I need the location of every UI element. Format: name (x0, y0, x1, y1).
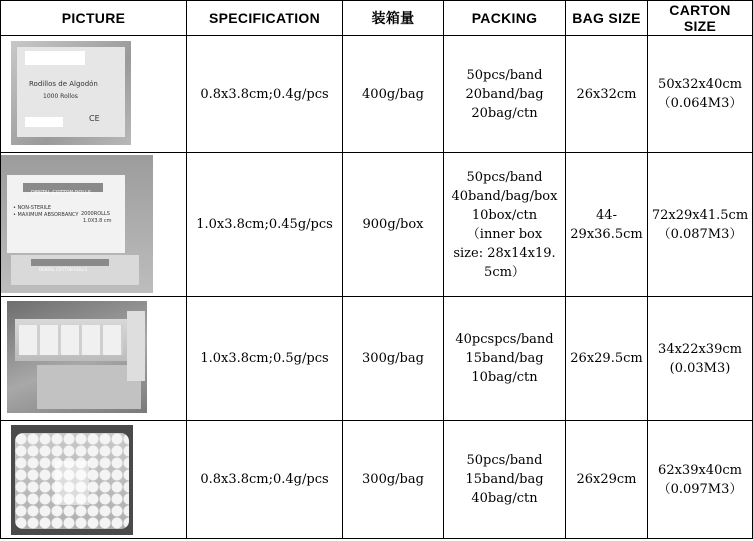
specification-cell: 0.8x3.8cm;0.4g/pcs (187, 421, 343, 539)
bag-size-cell (566, 153, 648, 297)
carton-flap-edge (127, 311, 145, 381)
carton-dimensions: 50x32x40cm (658, 77, 742, 92)
carton-volume: （0.097M3） (657, 481, 743, 497)
product-photo-open-carton (7, 301, 147, 413)
product-photo-cotton-rolls-bag (11, 425, 133, 535)
carton-size-cell (648, 297, 753, 421)
quantity-cell: 900g/box (343, 153, 444, 297)
bag-label-line1: Rodillos de Algodón (29, 80, 98, 88)
ce-mark-icon: CE (89, 114, 100, 123)
header-carton-size (648, 1, 753, 36)
bag-highlight (55, 461, 89, 505)
quantity-cell: 400g/bag (343, 36, 444, 153)
bag-size-line: 29x36.5cm (570, 226, 643, 242)
cotton-bags (19, 325, 123, 355)
product-photo-dental-box (1, 155, 153, 293)
carton-size-cell (648, 421, 753, 539)
packing-line: 40pcspcs/band (455, 332, 554, 347)
packing-line: 40band/bag/box (451, 188, 558, 204)
box-title-text: DENTAL COTTON ROLLS (31, 190, 92, 196)
bag-size-line: 44- (596, 207, 617, 223)
box-side-text: DENTAL COTTON ROLLS (39, 267, 88, 272)
packing-line: 50pcs/band (466, 169, 543, 185)
packing-line: 40bag/ctn (471, 491, 538, 506)
box-count: 2000ROLLS (81, 211, 110, 217)
table-row (1, 153, 753, 297)
picture-cell (1, 297, 187, 421)
packing-line: 20band/bag (465, 86, 544, 102)
packing-line: 15band/bag (465, 351, 544, 366)
box-feature-2: • MAXIMUM ABSORBANCY (13, 212, 79, 218)
packing-line: 50pcs/band (466, 67, 543, 83)
table-row (1, 421, 753, 539)
bag-size-cell: 26x29.5cm (566, 297, 648, 421)
carton-dimensions: 34x22x39cm (658, 341, 742, 357)
carton-size-cell (648, 36, 753, 153)
table-row (1, 36, 753, 153)
packing-line: 50pcs/band (466, 453, 543, 468)
bag-size-cell: 26x32cm (566, 36, 648, 153)
header-specification: SPECIFICATION (187, 1, 343, 36)
packing-line: 20bag/ctn (471, 105, 538, 121)
specification-cell: 1.0x3.8cm;0.5g/pcs (187, 297, 343, 421)
box-roll-size: 1.0X3.8 cm (83, 218, 112, 224)
packing-line: 10bag/ctn (471, 370, 538, 385)
label-sticker (25, 51, 85, 65)
header-bag-size: BAG SIZE (566, 1, 648, 36)
carton-size-cell (648, 153, 753, 297)
bag-label-line2: 1000 Rollos (43, 93, 78, 100)
table-row (1, 297, 753, 421)
carton-volume: （0.064M3） (657, 96, 743, 111)
packing-line: 5cm） (484, 264, 525, 280)
carton-size-header-text: CARTON SIZE (669, 2, 731, 34)
packing-line: （inner box (466, 226, 543, 242)
header-packing: PACKING (444, 1, 566, 36)
packing-cell (444, 421, 566, 539)
packing-cell (444, 36, 566, 153)
box-feature-1: • NON-STERILE (13, 205, 52, 211)
quantity-cell: 300g/bag (343, 421, 444, 539)
specification-cell: 0.8x3.8cm;0.4g/pcs (187, 36, 343, 153)
packing-line: 10box/ctn (471, 207, 538, 223)
packing-line: size: 28x14x19. (453, 245, 556, 261)
header-quantity: 装箱量 (343, 1, 444, 36)
carton-volume: (0.03M3) (669, 360, 731, 376)
packing-cell (444, 153, 566, 297)
label-sticker-bottom (25, 117, 63, 127)
header-picture: PICTURE (1, 1, 187, 36)
specification-cell: 1.0x3.8cm;0.45g/pcs (187, 153, 343, 297)
carton-volume: （0.087M3） (657, 226, 743, 242)
header-row (1, 1, 753, 36)
bag-size-cell: 26x29cm (566, 421, 648, 539)
quantity-cell: 300g/bag (343, 297, 444, 421)
picture-cell (1, 36, 187, 153)
packing-cell (444, 297, 566, 421)
product-photo-cotton-roll-bag (11, 41, 131, 145)
carton-dimensions: 62x39x40cm (658, 462, 742, 478)
carton-dimensions: 72x29x41.5cm (651, 207, 749, 223)
carton-flap (37, 365, 141, 409)
picture-cell (1, 153, 187, 297)
picture-cell (1, 421, 187, 539)
packing-line: 15band/bag (465, 472, 544, 487)
